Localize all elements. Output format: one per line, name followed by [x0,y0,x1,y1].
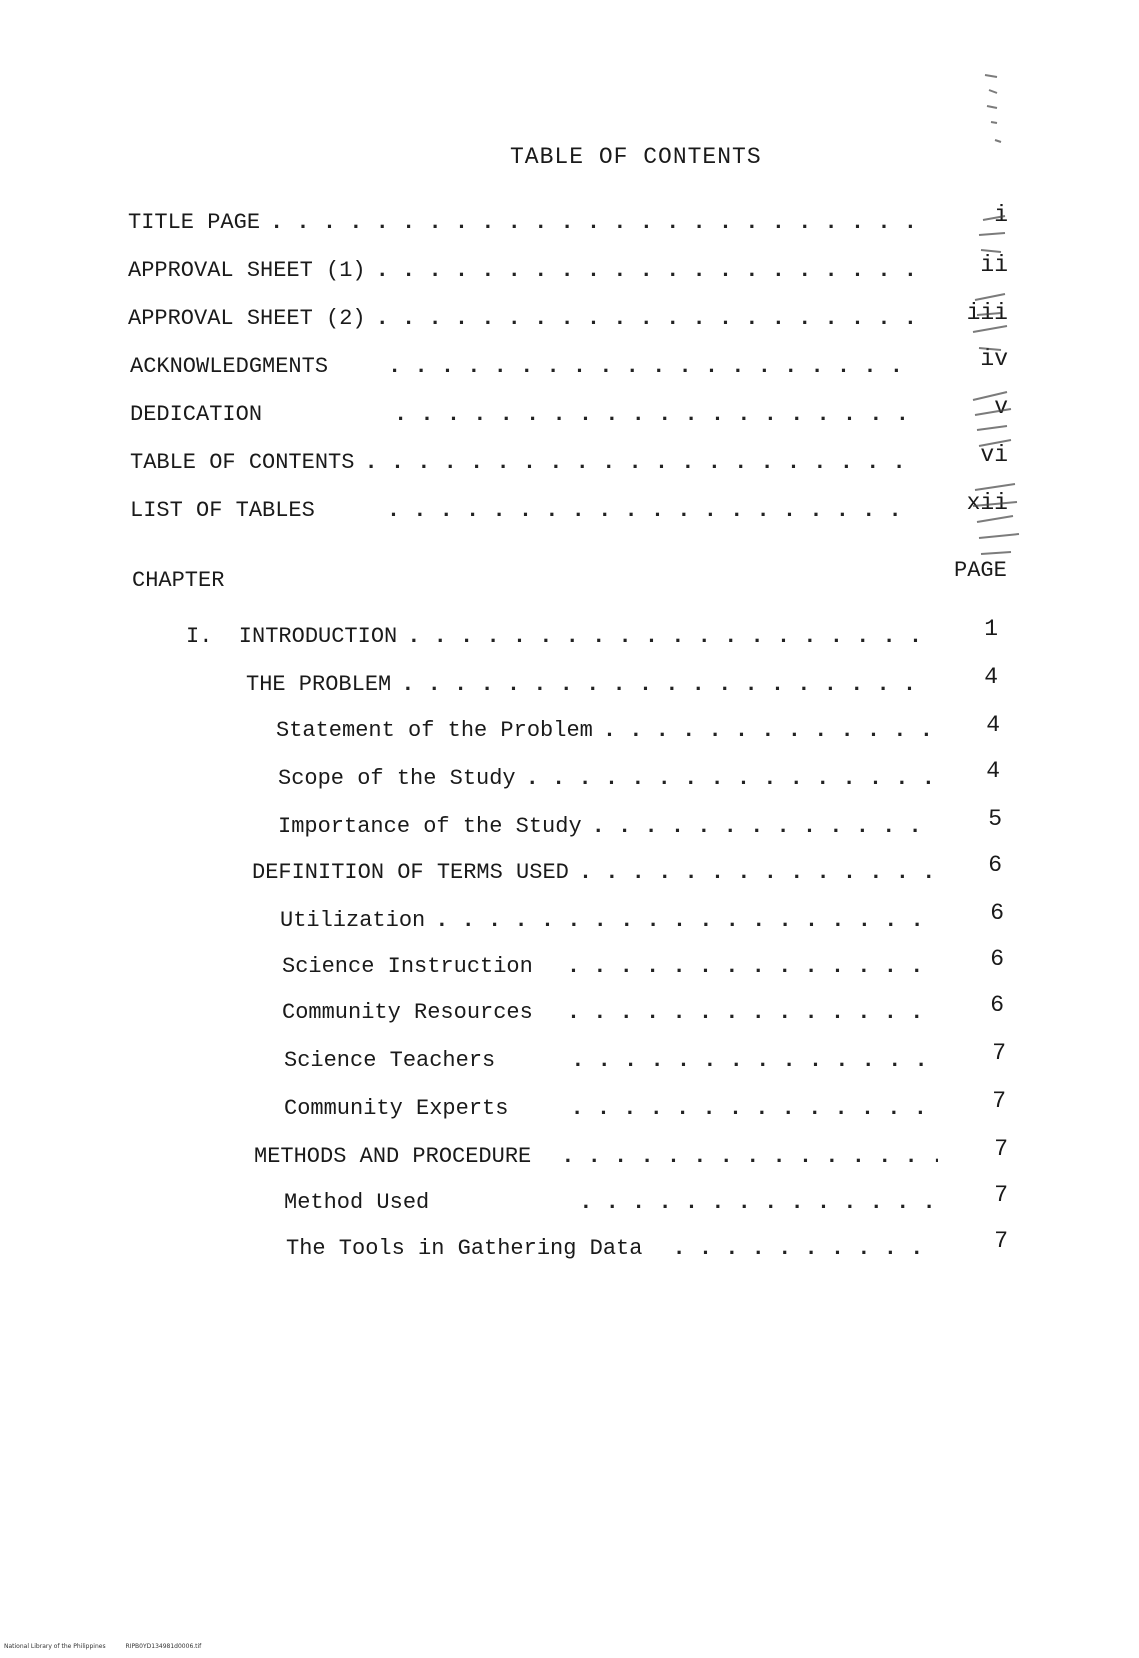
page-header: PAGE [954,558,1007,583]
dot-leader [401,672,930,697]
toc-label: TITLE PAGE [128,210,261,235]
toc-label: DEFINITION OF TERMS USED [252,860,569,885]
toc-label: Utilization [280,908,426,933]
dot-leader [567,1000,936,1025]
chapter-header: CHAPTER [132,568,225,593]
toc-page-number: v [994,394,1008,420]
toc-page-number: i [994,202,1008,228]
toc-row [252,860,942,892]
toc-row [130,450,928,482]
toc-page-number: 7 [994,1228,1008,1254]
toc-label: Community Resources [282,1000,533,1025]
toc-row [130,402,928,434]
toc-row [284,1096,948,1128]
toc-page-number: iii [966,300,1008,326]
toc-row [278,814,940,846]
toc-label: Statement of the Problem [276,718,593,743]
toc-page-number: 4 [984,664,998,690]
toc-row [130,498,928,530]
toc-label: LIST OF TABLES [130,498,315,523]
toc-page-number: 4 [986,758,1000,784]
toc-page-number: 6 [990,946,1004,972]
toc-row [282,954,944,986]
toc-page-number: 6 [988,852,1002,878]
toc-page-number: 6 [990,900,1004,926]
toc-row [246,672,940,704]
toc-row [254,1144,948,1176]
toc-page-number: 6 [990,992,1004,1018]
toc-page-number: vi [980,442,1008,468]
toc-page-number: 1 [984,616,998,642]
toc-label: Method Used [284,1190,430,1215]
toc-label: TABLE OF CONTENTS [130,450,355,475]
toc-row [276,718,940,750]
dot-leader [435,908,932,933]
scan-footer [4,1643,219,1650]
toc-label: I. INTRODUCTION [186,624,398,649]
toc-label: Science Instruction [282,954,533,979]
dot-leader [376,306,918,331]
toc-label: ACKNOWLEDGMENTS [130,354,329,379]
toc-row [128,306,928,338]
toc-row [280,908,942,940]
toc-row [284,1048,946,1080]
dot-leader [603,718,930,743]
dot-leader [394,402,918,427]
toc-page-number: 7 [994,1136,1008,1162]
dot-leader [672,1236,938,1261]
toc-page-number: 7 [994,1182,1008,1208]
dot-leader [376,258,918,283]
toc-page-number: 5 [988,806,1002,832]
toc-row [286,1236,948,1268]
dot-leader [579,860,932,885]
dot-leader [561,1144,938,1169]
toc-label: APPROVAL SHEET (1) [128,258,366,283]
dot-leader [364,450,918,475]
toc-row [186,624,938,656]
footer-file-id: RIPB0YD134981d0006.tif [125,1643,202,1650]
toc-row [128,258,928,290]
toc-label: METHODS AND PROCEDURE [254,1144,532,1169]
toc-row [282,1000,946,1032]
toc-label: DEDICATION [130,402,263,427]
toc-row [284,1190,948,1222]
toc-label: Community Experts [284,1096,509,1121]
dot-leader [570,1096,938,1121]
dot-leader [567,954,934,979]
dot-leader [579,1190,938,1215]
dot-leader [526,766,930,791]
dot-leader [388,354,918,379]
toc-row [130,354,928,386]
footer-library: National Library of the Philippines [4,1643,106,1650]
toc-page-number: 4 [986,712,1000,738]
dot-leader [387,498,918,523]
toc-page-number: ii [980,252,1008,278]
dot-leader [571,1048,936,1073]
binding-smudge [965,70,1035,580]
toc-page-number: iv [980,346,1008,372]
page-title: TABLE OF CONTENTS [510,144,762,170]
toc-row [278,766,940,798]
dot-leader [592,814,930,839]
toc-label: Importance of the Study [278,814,582,839]
toc-label: APPROVAL SHEET (2) [128,306,366,331]
toc-label: THE PROBLEM [246,672,392,697]
toc-page-number: 7 [992,1088,1006,1114]
toc-label: The Tools in Gathering Data [286,1236,643,1261]
dot-leader [407,624,928,649]
dot-leader [270,210,918,235]
toc-label: Scope of the Study [278,766,516,791]
toc-page-number: 7 [992,1040,1006,1066]
toc-page-number: xii [966,490,1008,516]
toc-row [128,210,928,242]
toc-label: Science Teachers [284,1048,496,1073]
